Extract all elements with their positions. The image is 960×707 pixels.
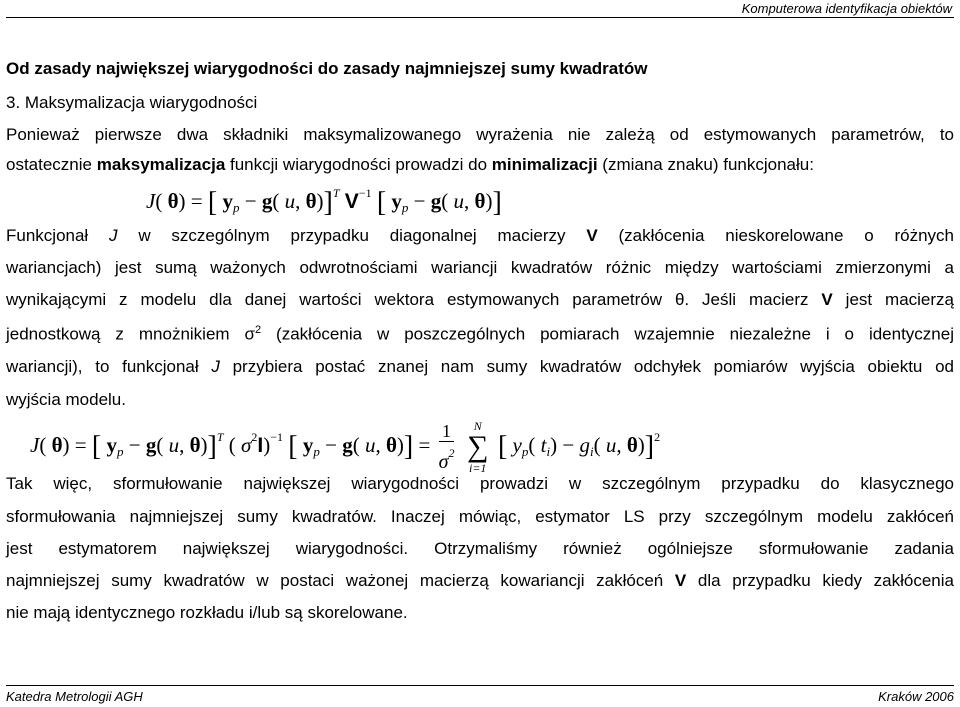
p2-line1: Funkcjonał J w szczególnym przypadku diagonalnej macierzy V (zakłócenia nieskorelowane o różnych [6,226,954,245]
p2-line2: wariancjach) jest sumą ważonych odwrotnościami wariancji kwadratów różnic między wartościami zmierzonymi a [6,258,954,277]
page-footer [6,685,954,705]
header-title: Komputerowa identyfikacja obiektów [741,1,952,16]
section-title: 3. Maksymalizacja wiarygodności [6,93,258,112]
footer-left: Katedra Metrologii AGH [6,689,143,704]
p1-line1: Ponieważ pierwsze dwa składniki maksymalizowanego wyrażenia nie zależą od estymowanych parametrów, to [6,125,954,144]
equation-1: J( θ) = [ $y_p - g$( u, θ)]$^T$ $V^{-1}$ [ $y_p - g$( u, θ)] [146,186,502,218]
term-minimization: minimalizacji [491,155,598,174]
p3-line4: najmniejszej sumy kwadratów w postaci ważonej macierzą kowariancji zakłóceń V dla przypadku kiedy zakłócenia [6,571,954,590]
heading: Od zasady największej wiarygodności do zasady najmniejszej sumy kwadratów [6,59,648,78]
p2-line3: wynikającymi z modelu dla danej wartości wektora estymowanych parametrów θ. Jeśli macierz V jest macierzą [6,290,954,309]
page-header [6,0,954,18]
equation-2: J( θ) = [ $y_p - g$( u, θ)]$^T$ ( $\sigma^2I)^{-1}$ [ $y_p - g$( u, θ)] = $\frac{1}{\sigma^2}$ N ∑ i=1 [ $y_p$( $t_i) - g_i$( u, θ)]$^2$ [30,419,661,475]
p3-line5: nie mają identycznego rozkładu i/lub są skorelowane. [6,603,408,622]
term-maximization: maksymalizacja [96,155,226,174]
p2-line4: jednostkową z mnożnikiem $\sigma^2$ (zakłócenia w poszczególnych pomiarach wzajemnie niezależne i o identycznej [6,324,954,344]
p1-line2: ostatecznie maksymalizacja funkcji wiarygodności prowadzi do minimalizacji (zmiana znaku) funkcjonału: [6,155,814,174]
p2-line6: wyjścia modelu. [6,390,126,409]
footer-right: Kraków 2006 [878,689,954,704]
p2-line5: wariancji), to funkcjonał J przybiera postać znanej nam sumy kwadratów odchyłek pomiarów wyjścia obiektu od [6,357,954,376]
sum-symbol: N ∑ i=1 [467,419,489,475]
p3-line1: Tak więc, sformułowanie największej wiarygodności prowadzi w szczególnym przypadku do klasycznego [6,474,954,493]
fraction-one-over-sigma: $\frac{1}{\sigma^2}$ [438,421,455,473]
p3-line2: sformułowania najmniejszej sumy kwadratów. Inaczej mówiąc, estymator LS przy szczególnym modelu zakłóceń [6,507,954,526]
p3-line3: jest estymatorem największej wiarygodności. Otrzymaliśmy również ogólniejsze sformułowanie zadania [6,539,954,558]
